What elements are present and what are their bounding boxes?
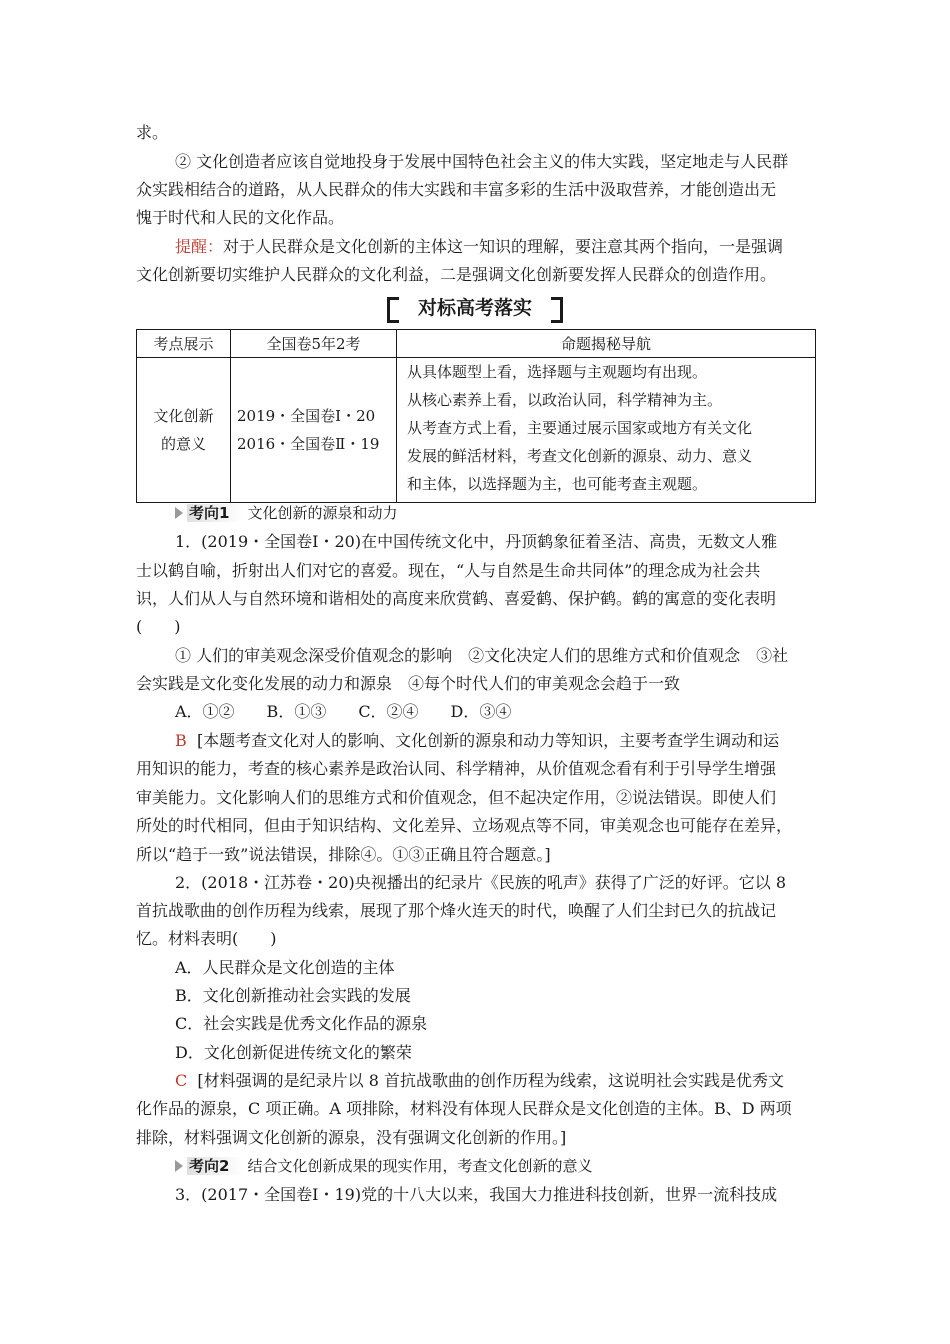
q1-options: A．①② B．①③ C．②④ D．③④ [175, 702, 512, 721]
tip-line: 文化创新要切实维护人民群众的文化利益，二是强调文化创新要发挥人民群众的创造作用。 [136, 265, 777, 284]
guide-line: 和主体，以选择题为主，也可能考查主观题。 [407, 475, 708, 493]
year-entry: 2019・全国卷Ⅰ・20 [237, 407, 376, 425]
table-row [137, 358, 816, 503]
q1-answer: B [175, 731, 187, 750]
intro-line: ② 文化创造者应该自觉地投身于发展中国特色社会主义的伟大实践，坚定地走与人民群 [175, 152, 789, 171]
years-cell [231, 358, 397, 503]
q2-explain-line: 化作品的源泉，C 项正确。A 项排除，材料没有体现人民群众是文化创造的主体。B、D 两项 [136, 1099, 792, 1118]
q2-option: A．人民群众是文化创造的主体 [175, 958, 395, 977]
tip-label: 提醒： [175, 237, 224, 256]
table-header: 全国卷5年2考 [231, 330, 397, 358]
q2-explain-text: [材料强调的是纪录片以 8 首抗战歌曲的创作历程为线索，这说明社会实践是优秀文 [197, 1071, 785, 1090]
q1-explain-text: [本题考查文化对人的影响、文化创新的源泉和动力等知识，主要考查学生调动和运 [196, 731, 780, 750]
q2-line: 首抗战歌曲的创作历程为线索，展现了那个烽火连天的时代，唤醒了人们尘封已久的抗战记 [136, 901, 777, 920]
q1-line: ① 人们的审美观念深受价值观念的影响 ②文化决定人们的思维方式和价值观念 ③社 [175, 646, 789, 665]
q1-line: 会实践是文化变化发展的动力和源泉 ④每个时代人们的审美观念会趋于一致 [136, 674, 681, 693]
guide-cell [397, 358, 816, 503]
topic-line: 文化创新 [153, 407, 214, 425]
section-title [387, 295, 563, 321]
q1-line: ( ) [136, 617, 181, 636]
tip-text: 对于人民群众是文化创新的主体这一知识的理解，要注意其两个指向，一是强调 [223, 237, 784, 256]
kaoxiang-desc: 文化创新的源泉和动力 [247, 504, 398, 522]
triangle-icon [175, 1160, 183, 1172]
q1-line: 识，人们从人与自然环境和谐相处的高度来欣赏鹤、喜爱鹤、保护鹤。鹤的寓意的变化表明 [136, 589, 777, 608]
q2-explain-line: 排除，材料强调文化创新的源泉，没有强调文化创新的作用。] [136, 1128, 567, 1147]
guide-line: 从考查方式上看，主要通过展示国家或地方有关文化 [407, 419, 753, 437]
q2-answer: C [175, 1071, 188, 1090]
q1-line: 士以鹤自喻，折射出人们对它的喜爱。现在，“人与自然是生命共同体”的理念成为社会共 [136, 561, 761, 580]
exam-point-table [136, 329, 816, 503]
guide-line: 从具体题型上看，选择题与主观题均有出现。 [407, 363, 708, 381]
q2-option: D．文化创新促进传统文化的繁荣 [175, 1043, 412, 1062]
q2-option: C．社会实践是优秀文化作品的源泉 [175, 1014, 428, 1033]
tip-line [175, 237, 783, 257]
kaoxiang-label: 考向1 [187, 504, 243, 522]
intro-line: 众实践相结合的道路，从人民群众的伟大实践和丰富多彩的生活中汲取营养，才能创造出无 [136, 180, 777, 199]
left-bracket [387, 297, 399, 323]
q1-explain-line: 所处的时代相同，但由于知识结构、文化差异、立场观点等不同，审美观念也可能存在差异， [136, 816, 793, 835]
q2-explain-line [175, 1071, 784, 1091]
q2-line: 2．(2018・江苏卷・20)央视播出的纪录片《民族的吼声》获得了广泛的好评。它以 8 [175, 873, 787, 892]
section-title-text: 对标高考落实 [417, 297, 532, 319]
q2-option: B．文化创新推动社会实践的发展 [175, 986, 411, 1005]
kaoxiang-label: 考向2 [187, 1157, 243, 1175]
q2-line: 忆。材料表明( ) [136, 929, 277, 948]
kaoxiang-2-heading [175, 1156, 592, 1176]
q1-explain-line: 用知识的能力，考查的核心素养是政治认同、科学精神，从价值观念看有利于引导学生增强 [136, 759, 777, 778]
year-entry: 2016・全国卷Ⅱ・19 [237, 435, 380, 453]
intro-line: 愧于时代和人民的文化作品。 [136, 208, 345, 227]
q1-line: 1．(2019・全国卷Ⅰ・20)在中国传统文化中，丹顶鹤象征着圣洁、高贵，无数文人雅 [175, 532, 778, 551]
table-header: 考点展示 [137, 330, 231, 358]
q1-explain-line: 审美能力。文化影响人们的思维方式和价值观念，但不起决定作用，②说法错误。即使人们 [136, 788, 777, 807]
topic-cell [137, 358, 231, 503]
kaoxiang-desc: 结合文化创新成果的现实作用，考查文化创新的意义 [247, 1157, 593, 1175]
right-bracket [551, 297, 563, 323]
table-header-row [137, 330, 816, 358]
triangle-icon [175, 507, 183, 519]
guide-line: 发展的鲜活材料，考查文化创新的源泉、动力、意义 [407, 447, 753, 465]
kaoxiang-1-heading [175, 503, 397, 523]
guide-line: 从核心素养上看，以政治认同，科学精神为主。 [407, 391, 723, 409]
q1-explain-line: 所以“趋于一致”说法错误，排除④。①③正确且符合题意。] [136, 845, 551, 864]
table-header: 命题揭秘导航 [397, 330, 816, 358]
q3-line: 3．(2017・全国卷Ⅰ・19)党的十八大以来，我国大力推进科技创新，世界一流科技成 [175, 1185, 778, 1204]
intro-line: 求。 [136, 123, 169, 142]
topic-line: 的意义 [160, 435, 206, 453]
q1-explain-line [175, 731, 779, 751]
